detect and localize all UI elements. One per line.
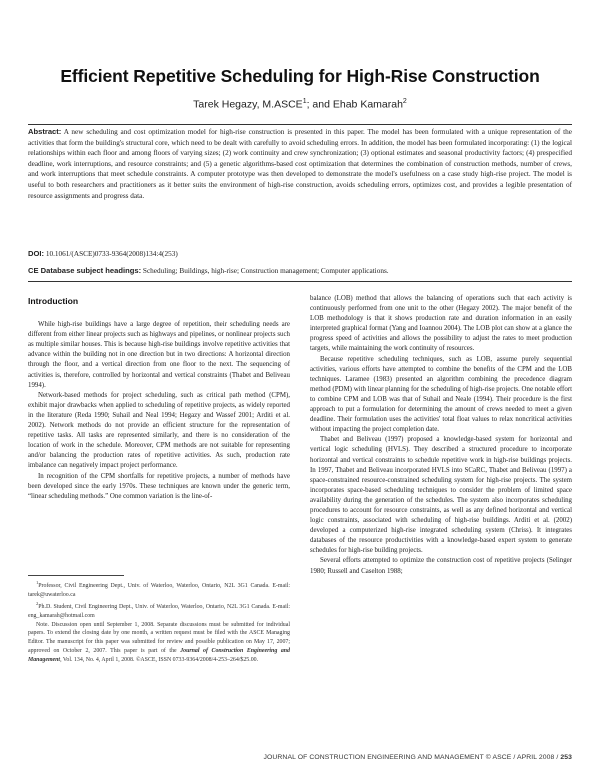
page-number: 253 xyxy=(560,754,572,761)
note-text-end: , Vol. 134, No. 4, April 1, 2008. ©ASCE, ISSN 0733-9364/2008/4-253–264/$25.00. xyxy=(60,657,259,664)
footnote-2 xyxy=(28,600,290,621)
footnote-rule xyxy=(28,575,124,576)
abstract-bottom-rule xyxy=(28,281,572,282)
author-1-affiliation-mark: 1 xyxy=(302,98,307,105)
body-paragraph: Thabet and Beliveau (1997) proposed a knowledge-based system for horizontal and vertical logic scheduling (HVLS). They described a structured procedure to incorporate horizontal and vertical constraints to schedule repetitive work in high-rise buildings projects. In 1997, Thabet and Beliveau incorporated HVLS into SCaRC, Thabet and Beliveau (1997) a space-constrained resource-constrained scheduling system for high-rise projects. The system incorporates space-based scheduling techniques to consider the problem of limited space availability during the generation of the schedules. The system also incorporates scheduling procedures to account for resource constraints, as well as any defined horizontal and vertical logic constraints, associated with scheduling of high-rise buildings. Arditi et al. (2002) developed a computerized high-rise integrated scheduling system (Chriss). It integrates databases of the resource productivities with a knowledge-based expert system to generate schedules for high-rise building projects. xyxy=(310,436,572,555)
body-paragraph: Because repetitive scheduling techniques, such as LOB, assume purely sequential activities, various efforts have attempted to combine the benefits of the CPM and the LOB techniques. Laramee (1983) presented an algorithm combining the precedence diagram method (PDM) with linear planning for the scheduling of high-rise projects. One notable effort to combine CPM and LOB was that of Suhail and Neale (1994). Their procedure is the first approach to put a formulation for determining the amount of crews needed to meet a given deadline. Their formulation uses the activities' total float values to relax noncritical activities without impacting the project completion date. xyxy=(310,355,572,434)
author-2: Ehab Kamarah xyxy=(332,98,403,111)
body-paragraph: Several efforts attempted to optimize the construction cost of repetitive projects (Selinger 1980; Russell and Caselton 1988; xyxy=(310,557,572,575)
subject-headings-value: Scheduling; Buildings, high-rise; Construction management; Computer applications. xyxy=(141,267,389,275)
footnote-1-mark: 1 xyxy=(36,580,39,585)
body-paragraph: In recognition of the CPM shortfalls for repetitive projects, a number of methods have been developed since the early 1970s. These techniques are known under the generic term, “linear scheduling methods.” One common variation is the line-of- xyxy=(28,472,290,500)
author-line xyxy=(20,98,580,111)
paper-title: Efficient Repetitive Scheduling for High-Rise Construction xyxy=(60,66,540,86)
body-paragraph: While high-rise buildings have a large degree of repetition, their scheduling needs are different from either linear projects such as highways and pipelines, or nonlinear projects such as multiple similar houses. This is because high-rise buildings involve repetitive activities that advance within the building not in one direction but in two directions: A horizontal direction through the floor, and a vertical direction from one floor to the next. The sequencing of activities is, therefore, controlled by horizontal and vertical constraints (Thabet and Beliveau 1994). xyxy=(28,321,290,389)
note-journal-name: Journal of Construction Engineering and Management xyxy=(28,648,290,664)
right-column xyxy=(310,294,572,577)
body-paragraph: balance (LOB) method that allows the balancing of operations such that each activity is continuously performed from one unit to the other (Hegazy 2002). The major benefit of the LOB methodology is that it shows production rate and duration information in an easily interpreted graphical format (Yang and Ioannou 2004). The LOB plot can show at a glance the progress speed of activities and allows the possibility to adjust the rates to meet production targets, while maintaining the work continuity of resources. xyxy=(310,295,572,353)
footnote-2-mark: 2 xyxy=(36,600,39,606)
doi-line xyxy=(28,249,572,258)
note-text: Note. Discussion open until September 1, 2008. Separate discussions must be submitted for individual papers. To extend the closing date by one month, a written request must be filed with the ASCE Managing Editor. The manuscript for this paper was submitted for review and possible publication on May 17, 2007; approved on October 2, 2007. This paper is part of the xyxy=(28,621,290,655)
author-2-affiliation-mark: 2 xyxy=(402,98,407,105)
footnote-1 xyxy=(28,579,290,600)
footnote-note xyxy=(28,621,290,666)
author-1: Tarek Hegazy, M.ASCE xyxy=(193,98,303,111)
footnote-2-text: Ph.D. Student, Civil Engineering Dept., Univ. of Waterloo, Waterloo, Ontario, N2L 3G1 Canada. E-mail: eng_kamarah@hotmail.com xyxy=(28,603,290,619)
body-paragraph: Network-based methods for project scheduling, such as critical path method (CPM), exhibit major drawbacks when applied to scheduling of repetitive projects, as widely reported in the literature (Reda 1990; Suhail and Neal 1994; Hegazy and Wassef 2001; Arditi et al. 2002). Network methods do not provide an efficient structure for the representation of repetitive tasks. All tasks are represented similarly, and there is no consideration of the location of work in the schedule. Moreover, CPM methods are not suitable for representing and/or balancing the production rates of repetitive activities. As such, production rate imbalance can negatively impact project performance. xyxy=(28,391,290,470)
doi-label: DOI: xyxy=(28,249,45,258)
abstract-label: Abstract: xyxy=(28,127,62,136)
doi-value[interactable]: 10.1061/(ASCE)0733-9364(2008)134:4(253) xyxy=(44,250,178,258)
abstract-text: A new scheduling and cost optimization model for high-rise construction is presented in this paper. The model has been formulated with a unique representation of the activities that form the building's structural core, which need to be dealt with carefully to avoid scheduling errors. In addition, the model has been formulated incorporating: (1) the logical relationships within each floor and among floors of varying sizes; (2) work continuity and crew synchronization; (3) optional estimates and seasonal productivity factors; (4) prespecified deadline, work interruptions, and resource constraints; and (5) a genetic algorithms-based cost optimization that determines the combination of construction methods, number of crews, and work interruptions that meet schedule constraints. A computer prototype was then developed to demonstrate the model's usefulness on a case study high-rise project. The model is useful to both researchers and practitioners as it better suits the environment of high-rise construction, avoids scheduling errors, optimizes cost, and provides a legible presentation of resource assignments and progress data. xyxy=(28,128,572,200)
abstract-top-rule xyxy=(28,124,572,125)
subject-headings-line xyxy=(28,266,572,275)
abstract xyxy=(28,127,572,201)
footer-journal: JOURNAL OF CONSTRUCTION ENGINEERING AND MANAGEMENT © ASCE / APRIL 2008 / xyxy=(263,754,561,761)
running-footer xyxy=(264,754,572,761)
section-heading-introduction: Introduction xyxy=(28,296,79,306)
footnotes xyxy=(28,579,290,665)
subject-headings-label: CE Database subject headings: xyxy=(28,266,142,275)
footnote-1-text: Professor, Civil Engineering Dept., Univ. of Waterloo, Waterloo, Ontario, N2L 3G1 Canada. E-mail: tarek@uwaterloo.ca xyxy=(28,582,290,598)
left-column xyxy=(28,296,290,502)
author-separator: ; and xyxy=(306,98,333,111)
